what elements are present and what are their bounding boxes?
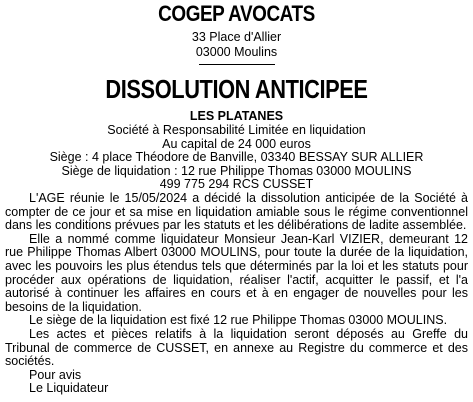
notice-body — [5, 192, 468, 369]
company-registration: 499 775 294 RCS CUSSET — [159, 177, 314, 192]
closing — [5, 369, 468, 396]
paragraph-dissolution: L'AGE réunie le 15/05/2024 a décidé la dissolution anticipée de la Société à compter de ce jour et sa mise en liquidation amiable sous le régime conventionnel dans les conditions prévues par les statuts et les délibérations de ladite assemblée. — [5, 190, 468, 233]
closing-for-notice: Pour avis — [29, 367, 82, 382]
company-legal-form: Société à Responsabilité Limitée en liquidation — [107, 123, 366, 137]
company-name: LES PLATANES — [189, 109, 284, 123]
paragraph-liquidation-seat: Le siège de la liquidation est fixé 12 rue Philippe Thomas 03000 MOULINS. — [29, 313, 448, 328]
firm-name: COGEP AVOCATS — [158, 1, 315, 26]
company-capital: Au capital de 24 000 euros — [162, 136, 311, 151]
paragraph-liquidator: Elle a nommé comme liquidateur Monsieur Jean-Karl VIZIER, demeurant 12 rue Philippe Thomas Albert 03000 MOULINS, pour toute la durée de la liquidation, avec les pouvoirs les plus étendus tels que déterminés par la loi et les statuts pour procéder aux opérations de liquidation, réaliser l'actif, acquitter le passif, et l'a autorisé à continuer les affaires en cours et à en engager de nouvelles pour les besoins de la liquidation. — [5, 231, 468, 314]
company-head-office: Siège : 4 place Théodore de Banville, 03340 BESSAY SUR ALLIER — [49, 150, 424, 165]
firm-address-line-2: 03000 Moulins — [195, 45, 278, 59]
closing-signatory: Le Liquidateur — [29, 381, 109, 396]
separator-rule — [199, 64, 275, 65]
paragraph-filing: Les actes et pièces relatifs à la liquidation seront déposés au Greffe du Tribunal de commerce de CUSSET, en annexe au Registre du commerce et des sociétés. — [5, 326, 468, 369]
company-details — [5, 124, 468, 192]
legal-notice — [0, 2, 473, 402]
company-liquidation-office: Siège de liquidation : 12 rue Philippe Thomas 03000 MOULINS — [61, 163, 412, 178]
firm-address-line-1: 33 Place d'Allier — [191, 30, 282, 44]
notice-title: DISSOLUTION ANTICIPEE — [105, 74, 368, 104]
firm-address — [5, 30, 468, 60]
